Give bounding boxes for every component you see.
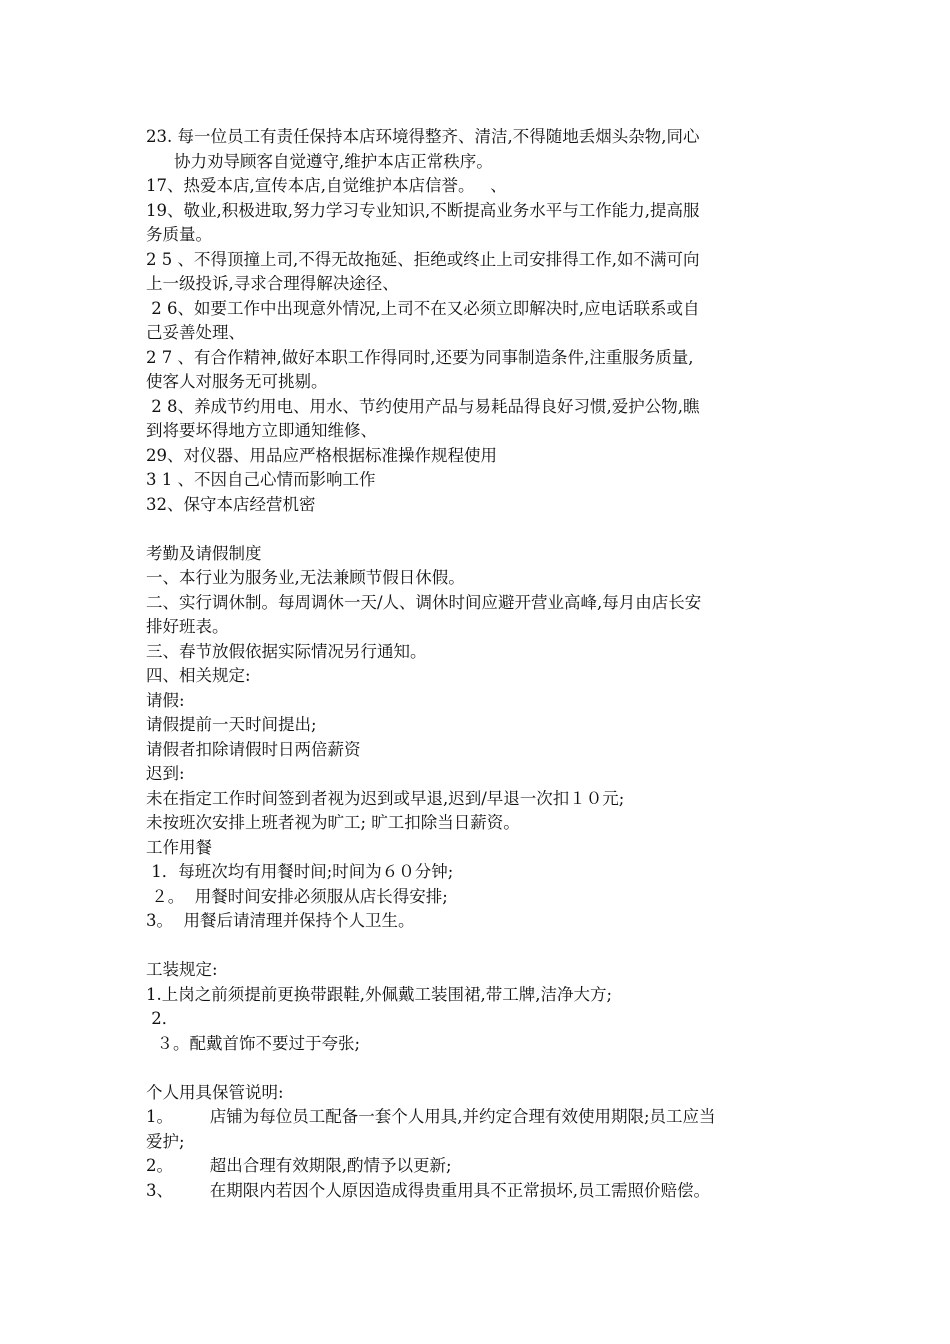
uniform-rule-3: ３。配戴首饰不要过于夸张; — [146, 1033, 361, 1053]
spacer — [146, 1056, 826, 1081]
tools-title: 个人用具保管说明: — [146, 1082, 284, 1102]
attendance-item-2-line-2: 排好班表。 — [146, 617, 229, 636]
rule-28-line-2: 到将要坏得地方立即通知维修、 — [146, 421, 377, 440]
rule-31: 3 1 、不因自己心情而影响工作 — [146, 470, 376, 489]
meal-rule-2: ２。 用餐时间安排必须服从店长得安排; — [146, 886, 448, 906]
rule-17: 17、热爱本店,宣传本店,自觉维护本店信誉。 、 — [146, 176, 507, 195]
leave-rule-1: 请假提前一天时间提出; — [146, 715, 317, 734]
attendance-item-2-line-1: 二、实行调休制。每周调休一天/人、调休时间应避开营业高峰,每月由店长安 — [146, 592, 702, 612]
rule-19-line-1: 19、敬业,积极进取,努力学习专业知识,不断提高业务水平与工作能力,提高服 — [146, 200, 700, 220]
late-title: 迟到: — [146, 764, 185, 783]
late-rule-2: 未按班次安排上班者视为旷工; 旷工扣除当日薪资。 — [146, 813, 520, 832]
tools-rule-3: 3、 在期限内若因个人原因造成得贵重用具不正常损坏,员工需照价赔偿。 — [146, 1180, 710, 1200]
tools-rule-1-line-2: 爱护; — [146, 1131, 185, 1151]
rule-25-line-2: 上一级投诉,寻求合理得解决途径、 — [146, 274, 399, 293]
rule-32: 32、保守本店经营机密 — [146, 494, 316, 514]
attendance-item-4: 四、相关规定: — [146, 666, 251, 685]
rule-27-line-1: 2 7 、有合作精神,做好本职工作得同时,还要为同事制造条件,注重服务质量, — [146, 347, 694, 367]
leave-title: 请假: — [146, 690, 185, 710]
meal-rule-1: 1．每班次均有用餐时间;时间为６０分钟; — [146, 862, 454, 881]
rule-28-line-1: 2 8、养成节约用电、用水、节约使用产品与易耗品得良好习惯,爱护公物,瞧 — [146, 396, 700, 416]
leave-rule-2: 请假者扣除请假时日两倍薪资 — [146, 739, 361, 759]
attendance-title: 考勤及请假制度 — [146, 543, 262, 563]
document-page — [146, 125, 826, 1203]
rule-23-line-1: 23. 每一位员工有责任保持本店环境得整齐、清洁,不得随地丢烟头杂物,同心 — [146, 127, 700, 146]
rule-19-line-2: 务质量。 — [146, 225, 212, 244]
rule-29: 29、对仪器、用品应严格根据标准操作规程使用 — [146, 445, 497, 465]
rule-26-line-1: 2 6、如要工作中出现意外情况,上司不在又必须立即解决时,应电话联系或自 — [146, 298, 700, 318]
meal-title: 工作用餐 — [146, 837, 212, 857]
spacer — [146, 934, 826, 959]
uniform-rule-1: 1.上岗之前须提前更换带跟鞋,外佩戴工装围裙,带工牌,洁净大方; — [146, 984, 613, 1004]
uniform-title: 工装规定: — [146, 960, 218, 979]
attendance-item-1: 一、本行业为服务业,无法兼顾节假日休假。 — [146, 568, 465, 587]
spacer — [146, 517, 826, 542]
tools-rule-1-line-1: 1。 店铺为每位员工配备一套个人用具,并约定合理有效使用期限;员工应当 — [146, 1107, 716, 1126]
meal-rule-3: 3。 用餐后请清理并保持个人卫生。 — [146, 911, 415, 930]
rule-25-line-1: 2 5 、不得顶撞上司,不得无故拖延、拒绝或终止上司安排得工作,如不满可向 — [146, 249, 700, 269]
rule-23-line-2: 协力劝导顾客自觉遵守,维护本店正常秩序。 — [174, 151, 493, 171]
rule-27-line-2: 使客人对服务无可挑剔。 — [146, 372, 328, 391]
attendance-item-3: 三、春节放假依据实际情况另行通知。 — [146, 641, 427, 661]
uniform-rule-2: 2． — [146, 1009, 179, 1028]
rule-26-line-2: 己妥善处理、 — [146, 323, 245, 342]
late-rule-1: 未在指定工作时间签到者视为迟到或早退,迟到/早退一次扣１０元; — [146, 788, 625, 808]
tools-rule-2: 2。 超出合理有效期限,酌情予以更新; — [146, 1156, 452, 1175]
